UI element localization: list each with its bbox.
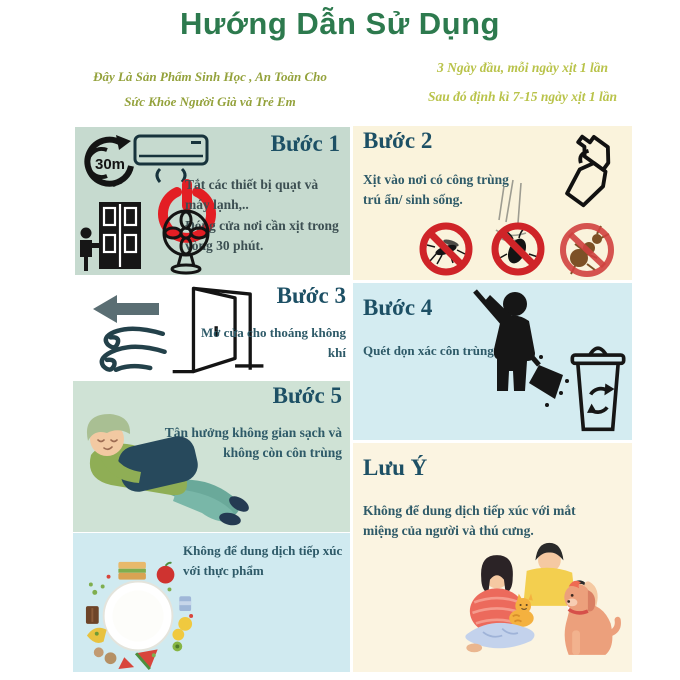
family-pets-illustration — [441, 539, 629, 671]
subtitle-right-line2: Sau đó định kì 7-15 ngày xịt 1 lần — [427, 89, 618, 104]
step-3-text: Mở cửa cho thoáng không khí — [200, 325, 346, 360]
step-2-title: Bước 2 — [363, 128, 433, 153]
wind-icon — [81, 323, 169, 377]
panel-food-warning — [73, 533, 350, 672]
panel-step-4 — [353, 283, 632, 440]
panel-step-1 — [75, 127, 350, 275]
timer-30m-icon — [81, 135, 137, 189]
step-4-title: Bước 4 — [363, 295, 433, 320]
trash-bin-icon — [565, 341, 631, 437]
subtitle-right — [375, 60, 670, 105]
panel-caution — [353, 443, 632, 672]
step-1-text-line1: Tắt các thiết bị quạt và máy lạnh,.. — [185, 177, 319, 213]
no-ant-icon — [557, 220, 617, 280]
panel-step-3 — [75, 281, 350, 379]
step-4-text: Quét dọn xác côn trùng — [363, 343, 494, 358]
no-cockroach-icon — [489, 220, 547, 278]
step-2-text: Xịt vào nơi có công trùng trú ẩn/ sinh sống. — [363, 172, 509, 208]
panel-step-5 — [73, 381, 350, 532]
subtitle-right-line1: 3 Ngày đầu, mỗi ngày xịt 1 lần — [436, 60, 608, 75]
food-plate-illustration — [81, 557, 199, 671]
panel-step-2 — [353, 126, 632, 280]
timer-label: 30m — [95, 156, 126, 173]
no-mosquito-icon — [417, 220, 475, 278]
door-person-icon — [77, 197, 145, 275]
step-3-title: Bước 3 — [276, 283, 346, 308]
sweeping-person-icon — [449, 289, 571, 413]
caution-title: Lưu Ý — [363, 455, 428, 480]
arrow-left-icon — [93, 295, 159, 323]
step-1-title: Bước 1 — [270, 131, 340, 156]
fan-icon — [155, 207, 217, 275]
sleeping-person-illustration — [73, 403, 263, 528]
subtitle-left — [55, 64, 365, 115]
page-title: Hướng Dẫn Sử Dụng — [180, 6, 500, 41]
food-warning-text: Không để dung dịch tiếp xúc với thực phẩm — [183, 543, 343, 578]
caution-text: Không để dung dịch tiếp xúc với mắt miệng của người và thú cưng. — [363, 503, 576, 539]
step-5-text: Tận hưởng không gian sạch và không còn côn trùng — [164, 425, 342, 461]
step-5-title: Bước 5 — [272, 383, 342, 408]
step-1-text-line2: Đóng cửa nơi cần xịt trong vòng 30 phút. — [185, 217, 339, 253]
subtitle-left-line2: Sức Khỏe Người Già và Trẻ Em — [124, 94, 296, 110]
spray-bottle-icon — [537, 126, 632, 220]
subtitle-left-line1: Đây Là Sản Phẩm Sinh Học , An Toàn Cho — [93, 69, 327, 84]
